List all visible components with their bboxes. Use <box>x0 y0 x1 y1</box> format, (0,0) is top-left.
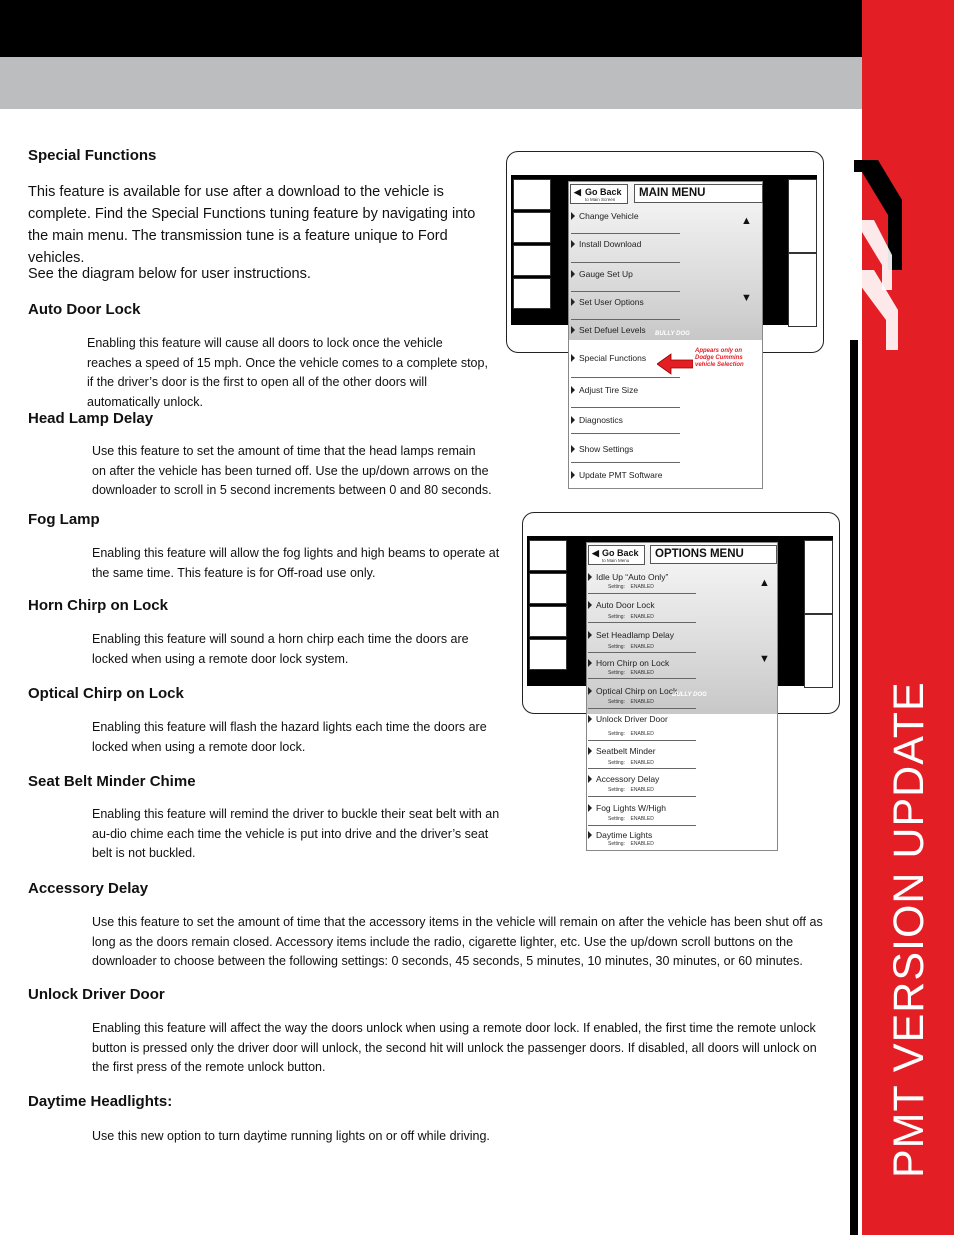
option-horn-chirp[interactable]: Horn Chirp on Lock Setting: ENABLED <box>588 658 696 679</box>
heading-daytime: Daytime Headlights: <box>28 1093 173 1110</box>
device-left-button-1[interactable] <box>513 179 551 210</box>
option-daytime-lights[interactable]: Daytime Lights Setting: ENABLED <box>588 830 696 848</box>
auto-door-lock-text: Enabling this feature will cause all doors to lock once the vehicle reaches a speed of 15 mph. Once the vehicle comes to a complete stop, if the driver’s door is the first to open all of the other doors will automatically unlock. <box>87 336 488 409</box>
back-arrow-icon-2: ◀ <box>592 548 599 558</box>
device-left-button-2[interactable] <box>513 212 551 243</box>
accessory-delay-text: Use this feature to set the amount of time that the accessory items in the vehicle will remain on after the vehicle has been shut off as long as the doors remain closed. Accessory items include the radio, cigarette lighter, etc. Use the up/down scroll buttons on the downloader to choose between the following settings: 0 seconds, 45 seconds, 5 minutes, 10 minutes, 30 minutes, or 60 minutes. <box>92 915 823 968</box>
device-right-button-up[interactable] <box>788 179 817 253</box>
options-go-back-button[interactable] <box>588 545 645 565</box>
menu-item-update-pmt[interactable]: Update PMT Software <box>571 470 680 484</box>
device-left-button-3[interactable] <box>513 245 551 276</box>
device2-right-button-up[interactable] <box>804 540 833 614</box>
menu-item-diagnostics[interactable]: Diagnostics <box>571 415 680 434</box>
menu-item-change-vehicle[interactable]: Change Vehicle <box>571 211 680 234</box>
option-unlock-driver[interactable]: Unlock Driver Door Setting: ENABLED <box>588 714 696 741</box>
heading-auto-door-lock: Auto Door Lock <box>28 301 141 318</box>
unlock-driver-text: Enabling this feature will affect the way the doors unlock when using a remote door lock. If enabled, the first time the remote unlock button is pressed only the driver door will unlock, the second hit will unlock the passenger doors. If disabled, all doors will unlock on the first press of the remote unlock button. <box>92 1021 817 1074</box>
menu-item-defuel-levels[interactable]: Set Defuel Levels <box>571 325 680 345</box>
sidebar-title: PMT VERSION UPDATE <box>885 681 933 1178</box>
seat-belt-text: Enabling this feature will remind the driver to buckle their seat belt with an au-dio chime each time the vehicle is put into drive and the driver’s seat belt is not buckled. <box>92 807 500 860</box>
menu-item-show-settings[interactable]: Show Settings <box>571 444 680 463</box>
optical-chirp-text: Enabling this feature will flash the hazard lights each time the doors are locked when using a remote door lock. <box>92 720 487 754</box>
heading-fog-lamp: Fog Lamp <box>28 511 100 528</box>
option-optical-chirp[interactable]: Optical Chirp on Lock Setting: ENABLED <box>588 686 696 709</box>
device2-left-button-1[interactable] <box>529 540 567 571</box>
dodge-note: Appears only on Dodge Cummins vehicle Selection <box>695 348 744 368</box>
option-seatbelt-minder[interactable]: Seatbelt Minder Setting: ENABLED <box>588 746 696 769</box>
go-back-sub-2: to Main Menu <box>602 558 630 563</box>
menu-item-gauge-setup[interactable]: Gauge Set Up <box>571 269 680 292</box>
daytime-text: Use this new option to turn daytime running lights on or off while driving. <box>92 1129 490 1143</box>
red-arrow-icon <box>657 352 693 376</box>
watermark-logo-2: BULLY DOG <box>672 692 707 698</box>
stripe-graphic <box>848 160 908 350</box>
options-menu-title: OPTIONS MENU <box>650 545 777 564</box>
special-functions-note: See the diagram below for user instructions. <box>28 266 311 282</box>
heading-optical-chirp: Optical Chirp on Lock <box>28 685 184 702</box>
option-fog-lights[interactable]: Fog Lights W/High Setting: ENABLED <box>588 803 696 826</box>
special-functions-text: This feature is available for use after a download to the vehicle is complete. Find the Special Functions tuning feature by navigating into the main menu. The transmission tune is a feature unique to Ford vehicles. <box>28 184 476 266</box>
menu-item-tire-size[interactable]: Adjust Tire Size <box>571 385 680 408</box>
menu-item-special-functions[interactable]: Special Functions <box>571 353 680 378</box>
heading-head-lamp-delay: Head Lamp Delay <box>28 410 154 427</box>
device-right-button-down[interactable] <box>788 253 817 327</box>
device-left-button-4[interactable] <box>513 278 551 309</box>
watermark-logo: BULLY DOG <box>655 331 690 337</box>
go-back-label-2: Go Back <box>602 548 639 558</box>
scroll-down-icon-2[interactable]: ▼ <box>759 653 770 665</box>
heading-seat-belt: Seat Belt Minder Chime <box>28 773 196 790</box>
option-idle-up[interactable]: Idle Up “Auto Only” Setting: ENABLED <box>588 572 696 594</box>
go-back-label: Go Back <box>585 187 622 197</box>
main-go-back-button[interactable] <box>570 184 628 204</box>
sidebar-edge <box>850 340 858 1235</box>
heading-horn-chirp: Horn Chirp on Lock <box>28 597 168 614</box>
header-subbar <box>0 57 900 109</box>
heading-special-functions: Special Functions <box>28 147 157 164</box>
heading-unlock-driver: Unlock Driver Door <box>28 986 165 1003</box>
scroll-up-icon-2[interactable]: ▲ <box>759 577 770 589</box>
scroll-down-icon[interactable]: ▼ <box>741 292 752 304</box>
menu-item-user-options[interactable]: Set User Options <box>571 297 680 320</box>
heading-accessory-delay: Accessory Delay <box>28 880 149 897</box>
option-auto-door-lock[interactable]: Auto Door Lock Setting: ENABLED <box>588 600 696 623</box>
header-bar <box>0 0 900 57</box>
device2-right-button-down[interactable] <box>804 614 833 688</box>
back-arrow-icon: ◀ <box>574 187 581 197</box>
menu-item-install-download[interactable]: Install Download <box>571 239 680 263</box>
option-headlamp-delay[interactable]: Set Headlamp Delay Setting: ENABLED <box>588 630 696 653</box>
head-lamp-delay-text: Use this feature to set the amount of time that the head lamps remain on after the vehicle has been turned off. Use the up/down arrows on the downloader to scroll in 5 second increments between 0 and 80 seconds. <box>92 444 492 497</box>
main-menu-title: MAIN MENU <box>634 184 763 203</box>
scroll-up-icon[interactable]: ▲ <box>741 215 752 227</box>
go-back-sub: to Main Screen <box>585 197 616 202</box>
device2-left-button-4[interactable] <box>529 639 567 670</box>
fog-lamp-text: Enabling this feature will allow the fog lights and high beams to operate at the same time. This feature is for Off-road use only. <box>92 546 500 580</box>
horn-chirp-text: Enabling this feature will sound a horn chirp each time the doors are locked when using a remote door lock system. <box>92 632 469 666</box>
device2-left-button-3[interactable] <box>529 606 567 637</box>
device2-left-button-2[interactable] <box>529 573 567 604</box>
option-accessory-delay[interactable]: Accessory Delay Setting: ENABLED <box>588 774 696 797</box>
